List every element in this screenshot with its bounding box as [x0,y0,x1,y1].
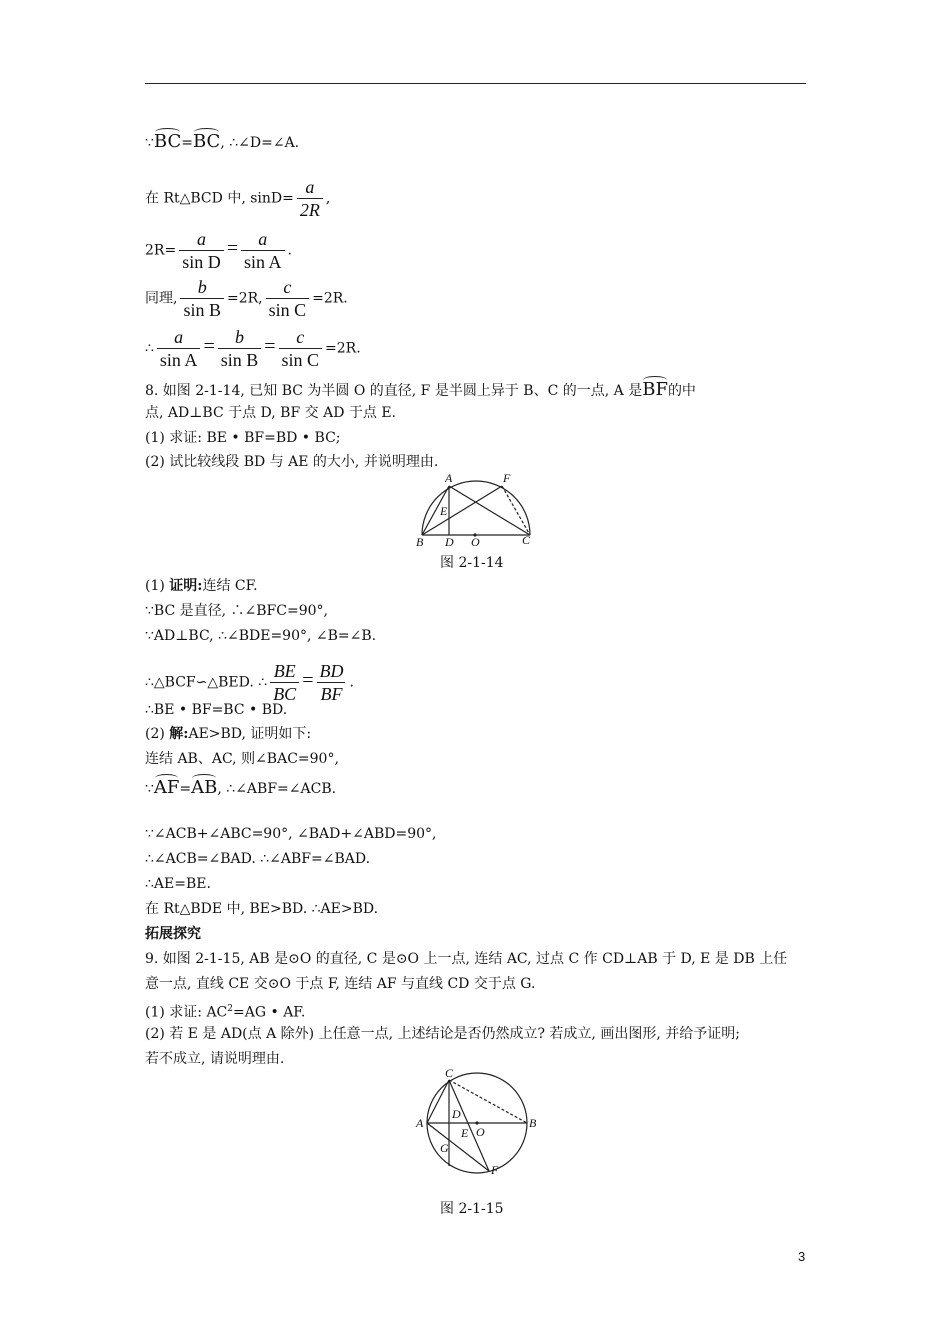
proof-label: 证明: [169,578,203,594]
equals-sign: = [203,335,215,358]
label-a: A [445,471,453,485]
period: . [287,242,292,259]
fraction-a-sina [241,228,285,273]
line-arc-bc [145,132,299,153]
therefore-symbol: ∴ [145,340,154,357]
problem-9-part-2-cont: 若不成立, 请说明理由. [145,1051,285,1067]
two-r-prefix: 2R= [145,242,177,259]
equals-sign: = [226,237,238,260]
arc-ab: AB [191,777,218,798]
denominator: sin B [180,298,224,321]
line-1-rest: , ∴∠D=∠A. [220,135,300,151]
figure-2-1-14-caption: 图 2-1-14 [440,555,504,571]
solution-8-line-9: ∵∠ACB+∠ABC=90°, ∠BAD+∠ABD=90°, [145,826,437,842]
numerator: a [196,229,206,249]
solution-8-similar [145,660,354,705]
problem-8-text: 8. 如图 2-1-14, 已知 BC 为半圆 O 的直径, F 是半圆上异于 B、C 的一点, A 是 [145,383,643,399]
solution-8-line-5: ∴BE • BF=BC • BD. [145,702,288,718]
section-heading-extension: 拓展探究 [145,926,201,942]
part-1-prefix: (1) 求证: AC [145,1004,228,1021]
denominator: sin A [241,250,285,273]
equals-sign: = [179,781,192,797]
line-law-of-sines [145,326,361,371]
numerator: a [258,229,268,249]
problem-9-line-2: 意一点, 直线 CE 交⊙O 于点 F, 连结 AF 与直线 CD 交于点 G. [145,976,536,992]
numerator: c [283,277,292,297]
solution-8-line-11: ∴AE=BE. [145,876,211,892]
label-c: C [522,533,531,547]
problem-8-line-2: 点, AD⊥BC 于点 D, BF 交 AD 于点 E. [145,405,396,421]
denominator: BC [270,682,299,705]
label-b: B [416,535,424,548]
arc-bc-2: BC [193,131,221,152]
fraction-a-sind [179,228,224,273]
part-marker: (2) [145,726,170,742]
equals-sign: = [302,669,314,692]
numerator: BE [273,661,296,681]
numerator: BD [319,661,344,681]
denominator: BF [317,682,345,705]
fraction-bd-bf [316,660,346,705]
numerator: a [305,177,315,197]
numerator: a [174,327,184,347]
equals-sign: = [181,135,193,151]
fraction-a-2r [297,176,323,221]
tongli-prefix: 同理, [145,290,178,307]
problem-8-tail: 的中 [667,383,696,399]
part-1-rest: =AG • AF. [233,1004,306,1021]
fraction-be-bc [270,660,299,705]
exponent: 2 [227,1004,234,1014]
fraction-b-sinb [218,326,262,371]
label-f: F [503,471,511,485]
figure-2-1-15-caption: 图 2-1-15 [440,1201,504,1217]
solution-8-line-2: ∵BC 是直径, ∴∠BFC=90°, [145,603,328,619]
arc-line-rest: , ∴∠ABF=∠ACB. [217,781,337,797]
sind-prefix: 在 Rt△BCD 中, sinD= [145,190,294,207]
line-sind [145,176,330,221]
label-f: F [491,1163,499,1176]
problem-9-part-1 [145,999,305,1023]
solution-8-arc-line [145,778,336,799]
denominator: sin B [218,348,262,371]
numerator: b [197,277,207,297]
header-rule [145,83,806,84]
arc-bc-1: BC [153,131,182,152]
fraction-a-sina [157,326,201,371]
fraction-b-sinb [180,276,224,321]
because-symbol: ∵ [145,135,154,151]
problem-8-line-1 [145,380,696,401]
problem-9-line-1: 9. 如图 2-1-15, AB 是⊙O 的直径, C 是⊙O 上一点, 连结 AC, 过点 C 作 CD⊥AB 于 D, E 是 DB 上任 [145,951,788,967]
label-g: G [440,1141,449,1155]
semicircle [422,481,530,535]
equals-sign: = [264,335,276,358]
line-2r [145,228,292,273]
figure-2-1-15 [412,1066,542,1176]
solution-8-part-1-heading [145,576,258,596]
label-o: O [476,1125,485,1139]
equals-2r-end: =2R. [312,290,348,307]
segment-cb [449,1080,527,1123]
arc-af: AF [153,777,180,798]
problem-8-part-1: (1) 求证: BE • BF=BD • BC; [145,430,341,446]
because-symbol: ∵ [145,781,154,797]
label-e: E [461,1126,469,1140]
solution-text: AE>BD, 证明如下: [188,726,312,742]
label-o: O [471,535,480,548]
page-number: 3 [798,1249,806,1264]
line-tongli [145,276,348,321]
figure-2-1-14 [412,468,542,548]
solution-8-line-12: 在 Rt△BDE 中, BE>BD. ∴AE>BD. [145,901,379,917]
similar-prefix: ∴△BCF∽△BED. ∴ [145,674,268,691]
comma: , [325,190,331,207]
problem-9-part-2: (2) 若 E 是 AD(点 A 除外) 上任意一点, 上述结论是否仍然成立? 若成立, 画出图形, 并给予证明; [145,1026,740,1042]
equals-2r-end: =2R. [325,340,361,357]
label-c: C [445,1066,454,1080]
proof-text: 连结 CF. [202,578,258,594]
part-marker: (1) [145,578,170,594]
period: . [349,674,354,691]
denominator: sin D [179,250,224,273]
segment-ac [427,1080,449,1123]
numerator: c [296,327,305,347]
equals-2r: =2R, [226,290,263,307]
denominator: sin A [157,348,201,371]
solution-8-line-10: ∴∠ACB=∠BAD. ∴∠ABF=∠BAD. [145,851,371,867]
label-d: D [445,535,454,548]
fraction-c-sinc [279,326,323,371]
denominator: sin C [279,348,323,371]
label-e: E [440,504,448,518]
arc-bf: BF [642,379,668,400]
denominator: 2R [297,198,323,221]
solution-8-line-7: 连结 AB、AC, 则∠BAC=90°, [145,751,339,767]
label-b: B [529,1116,537,1130]
problem-8-part-2: (2) 试比较线段 BD 与 AE 的大小, 并说明理由. [145,454,439,470]
numerator: b [234,327,244,347]
solution-8-part-2-heading [145,724,311,744]
label-d: D [452,1107,461,1121]
label-a: A [416,1116,424,1130]
denominator: sin C [266,298,310,321]
fraction-c-sinc [266,276,310,321]
segment-fc [502,486,530,535]
solution-8-line-3: ∵AD⊥BC, ∴∠BDE=90°, ∠B=∠B. [145,628,377,644]
solution-label: 解: [169,726,189,742]
